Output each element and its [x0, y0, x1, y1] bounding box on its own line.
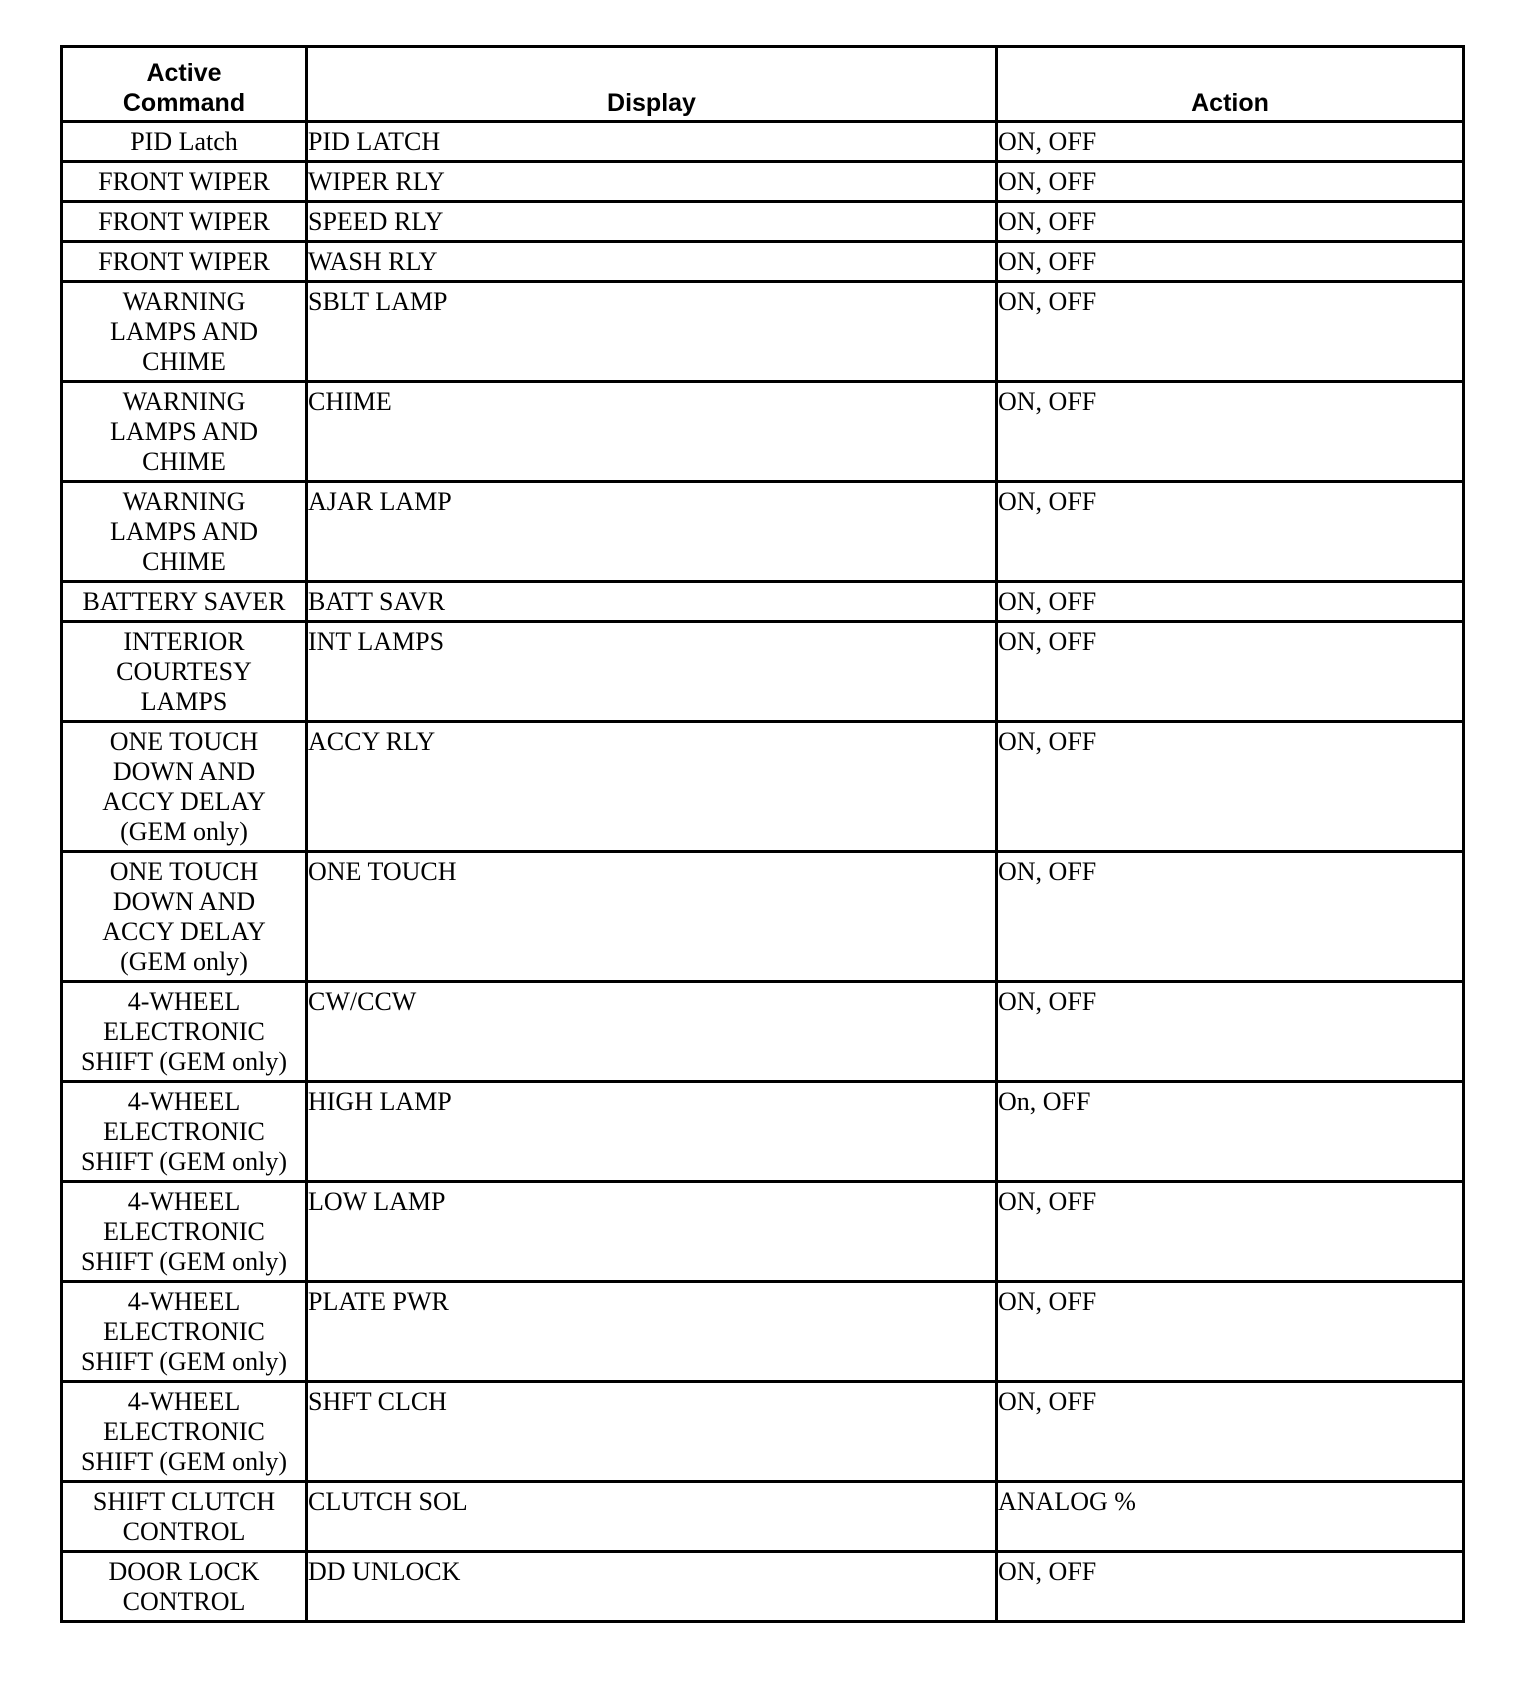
active-command-cell: DOOR LOCK CONTROL [62, 1552, 307, 1622]
table-row [62, 722, 1464, 852]
display-cell: WIPER RLY [307, 162, 997, 202]
active-command-cell: BATTERY SAVER [62, 582, 307, 622]
header-display: Display [307, 47, 997, 122]
table-row [62, 1182, 1464, 1282]
action-cell: ON, OFF [997, 1382, 1464, 1482]
table-row [62, 1382, 1464, 1482]
action-cell: ANALOG % [997, 1482, 1464, 1552]
table-row [62, 122, 1464, 162]
active-command-cell: FRONT WIPER [62, 202, 307, 242]
action-cell: On, OFF [997, 1082, 1464, 1182]
active-command-cell: FRONT WIPER [62, 162, 307, 202]
table-row [62, 582, 1464, 622]
table-row [62, 982, 1464, 1082]
display-cell: ACCY RLY [307, 722, 997, 852]
action-cell: ON, OFF [997, 1552, 1464, 1622]
table-row [62, 382, 1464, 482]
display-cell: AJAR LAMP [307, 482, 997, 582]
table-row [62, 162, 1464, 202]
display-cell: CLUTCH SOL [307, 1482, 997, 1552]
active-command-cell: 4-WHEEL ELECTRONIC SHIFT (GEM only) [62, 1082, 307, 1182]
action-cell: ON, OFF [997, 482, 1464, 582]
table-row [62, 1082, 1464, 1182]
active-command-cell: WARNING LAMPS AND CHIME [62, 282, 307, 382]
action-cell: ON, OFF [997, 582, 1464, 622]
table-row [62, 282, 1464, 382]
display-cell: SHFT CLCH [307, 1382, 997, 1482]
active-command-table [60, 45, 1465, 1623]
active-command-cell: ONE TOUCH DOWN AND ACCY DELAY (GEM only) [62, 852, 307, 982]
action-cell: ON, OFF [997, 1182, 1464, 1282]
table-row [62, 482, 1464, 582]
action-cell: ON, OFF [997, 242, 1464, 282]
action-cell: ON, OFF [997, 1282, 1464, 1382]
action-cell: ON, OFF [997, 982, 1464, 1082]
table-row [62, 622, 1464, 722]
table-row [62, 1552, 1464, 1622]
action-cell: ON, OFF [997, 382, 1464, 482]
display-cell: CHIME [307, 382, 997, 482]
table-row [62, 1282, 1464, 1382]
active-command-cell: 4-WHEEL ELECTRONIC SHIFT (GEM only) [62, 1382, 307, 1482]
header-row [62, 47, 1464, 122]
display-cell: LOW LAMP [307, 1182, 997, 1282]
display-cell: BATT SAVR [307, 582, 997, 622]
header-action: Action [997, 47, 1464, 122]
active-command-cell: FRONT WIPER [62, 242, 307, 282]
action-cell: ON, OFF [997, 282, 1464, 382]
table-row [62, 852, 1464, 982]
action-cell: ON, OFF [997, 852, 1464, 982]
display-cell: PID LATCH [307, 122, 997, 162]
active-command-cell: PID Latch [62, 122, 307, 162]
display-cell: WASH RLY [307, 242, 997, 282]
action-cell: ON, OFF [997, 722, 1464, 852]
display-cell: HIGH LAMP [307, 1082, 997, 1182]
table-row [62, 1482, 1464, 1552]
action-cell: ON, OFF [997, 202, 1464, 242]
display-cell: SPEED RLY [307, 202, 997, 242]
table-body [62, 122, 1464, 1622]
table-row [62, 202, 1464, 242]
active-command-cell: WARNING LAMPS AND CHIME [62, 382, 307, 482]
active-command-cell: 4-WHEEL ELECTRONIC SHIFT (GEM only) [62, 982, 307, 1082]
header-active-command: Active Command [62, 47, 307, 122]
action-cell: ON, OFF [997, 162, 1464, 202]
active-command-cell: ONE TOUCH DOWN AND ACCY DELAY (GEM only) [62, 722, 307, 852]
display-cell: PLATE PWR [307, 1282, 997, 1382]
active-command-cell: INTERIOR COURTESY LAMPS [62, 622, 307, 722]
table-row [62, 242, 1464, 282]
active-command-cell: 4-WHEEL ELECTRONIC SHIFT (GEM only) [62, 1182, 307, 1282]
active-command-cell: 4-WHEEL ELECTRONIC SHIFT (GEM only) [62, 1282, 307, 1382]
display-cell: CW/CCW [307, 982, 997, 1082]
action-cell: ON, OFF [997, 122, 1464, 162]
display-cell: ONE TOUCH [307, 852, 997, 982]
display-cell: INT LAMPS [307, 622, 997, 722]
display-cell: SBLT LAMP [307, 282, 997, 382]
action-cell: ON, OFF [997, 622, 1464, 722]
active-command-cell: WARNING LAMPS AND CHIME [62, 482, 307, 582]
display-cell: DD UNLOCK [307, 1552, 997, 1622]
active-command-cell: SHIFT CLUTCH CONTROL [62, 1482, 307, 1552]
